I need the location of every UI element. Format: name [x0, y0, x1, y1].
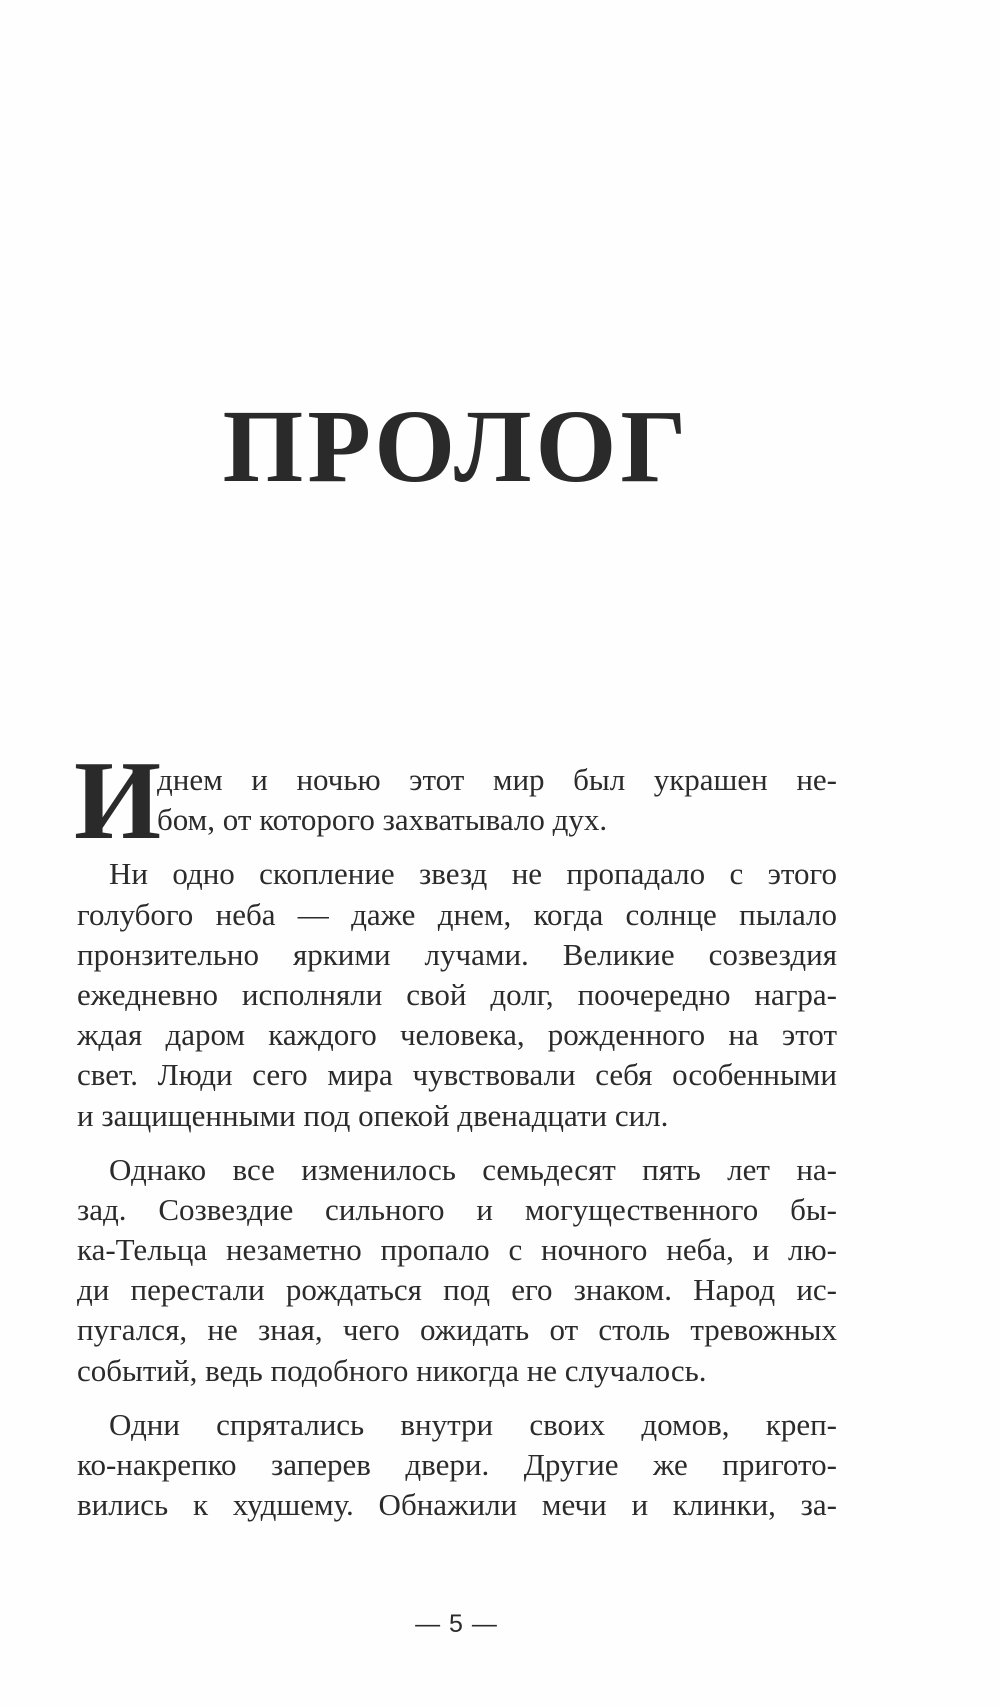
paragraph-4 — [77, 1405, 837, 1526]
text-line: голубого неба — даже днем, когда солнце пылало — [77, 896, 837, 932]
paragraph-1 — [74, 739, 837, 863]
paragraph-2 — [77, 854, 837, 1135]
text-line: и защищенными под опекой двенадцати сил. — [77, 1097, 669, 1133]
text-line: Одни спрятались внутри своих домов, креп- — [109, 1406, 837, 1442]
text-line: ко-накрепко заперев двери. Другие же пригото- — [77, 1447, 837, 1482]
chapter-title: ПРОЛОГ — [222, 389, 691, 504]
paragraph-3 — [77, 1150, 837, 1391]
text-line: ежедневно исполняли свой долг, поочередно награ- — [77, 976, 837, 1012]
text-line: событий, ведь подобного никогда не случалось. — [77, 1352, 707, 1388]
body-text — [74, 739, 837, 1525]
text-line: ка-Тельца незаметно пропало с ночного неба, и лю- — [77, 1232, 837, 1268]
text-line: пронзительно яркими лучами. Великие созвездия — [77, 936, 837, 972]
text-line: бом, от которого захватывало дух. — [157, 802, 608, 838]
text-line: Однако все изменилось семьдесят пять лет на- — [109, 1151, 837, 1187]
text-line: днем и ночью этот мир был украшен не- — [157, 762, 837, 797]
drop-cap: И — [74, 739, 162, 863]
text-line: пугался, не зная, чего ожидать от столь тревожных — [77, 1312, 837, 1348]
text-line: зад. Созвездие сильного и могущественного бы- — [77, 1191, 837, 1227]
page-number: — 5 — — [415, 1610, 498, 1638]
text-line: вились к худшему. Обнажили мечи и клинки, за- — [77, 1487, 837, 1523]
text-line: свет. Люди сего мира чувствовали себя особенными — [77, 1057, 837, 1093]
text-line: ждая даром каждого человека, рожденного на этот — [77, 1017, 837, 1053]
text-line: Ни одно скопление звезд не пропадало с этого — [109, 856, 837, 892]
text-line: ди перестали рождаться под его знаком. Народ ис- — [77, 1272, 837, 1308]
